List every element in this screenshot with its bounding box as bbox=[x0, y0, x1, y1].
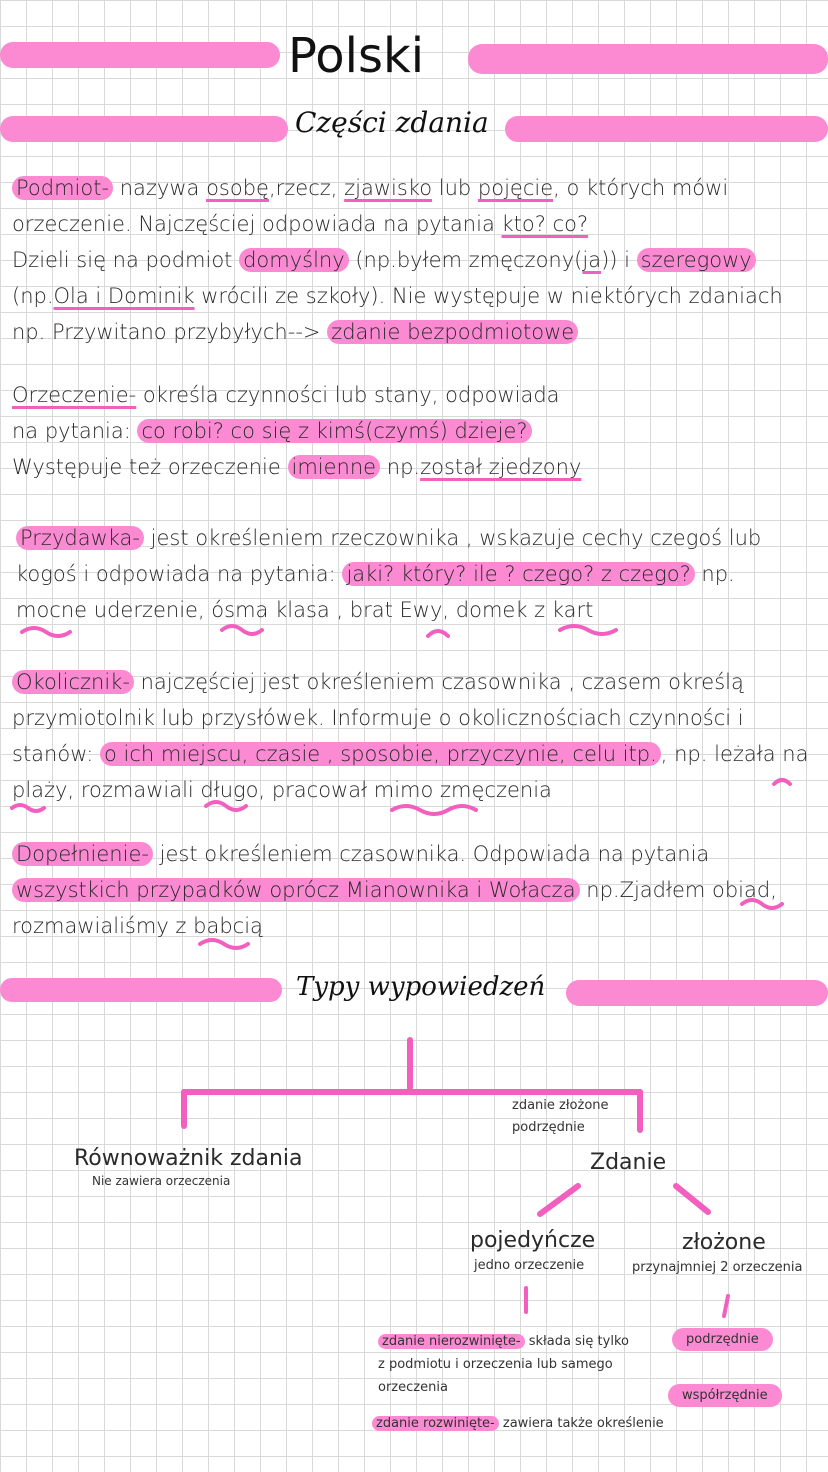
podmiot-term: Podmiot- bbox=[12, 176, 113, 200]
page-title: Polski bbox=[288, 28, 425, 84]
orzeczenie-term: Orzeczenie- bbox=[12, 383, 137, 407]
zdanie-label: Zdanie bbox=[590, 1150, 667, 1175]
rownowaznik-label: Równoważnik zdania bbox=[74, 1146, 303, 1171]
okolicznik-line-1: Okolicznik- najczęściej jest określeniem czasownika , czasem określą bbox=[12, 664, 818, 700]
okolicznik-line-2: przymiotolnik lub przysłówek. Informuje o okolicznościach czynności i bbox=[12, 706, 744, 730]
nierozwiniete-term: zdanie nierozwinięte- bbox=[378, 1334, 525, 1349]
wspolrzednie-badge: współrzędnie bbox=[668, 1384, 782, 1407]
pojedyncze-note: jedno orzeczenie bbox=[474, 1258, 585, 1273]
okolicznik-term: Okolicznik- bbox=[12, 670, 134, 694]
rozwiniete-term: zdanie rozwinięte- bbox=[372, 1416, 499, 1431]
podmiot-line-1: Podmiot- nazywa osobę,rzecz, zjawisko lub pojęcie, o których mówi bbox=[12, 170, 818, 206]
zlozone-podrzednie-note-1: zdanie złożone bbox=[512, 1098, 609, 1113]
podmiot-line-5: np. Przywitano przybyłych--> zdanie bezpodmiotowe bbox=[12, 314, 818, 350]
przydawka-term: Przydawka- bbox=[16, 526, 144, 550]
podmiot-line-4: (np.Ola i Dominik wrócili ze szkoły). Nie występuje w niektórych zdaniach bbox=[12, 284, 783, 308]
podmiot-line-2: orzeczenie. Najczęściej odpowiada na pytania kto? co? bbox=[12, 212, 589, 236]
diagram-title: Typy wypowiedzeń bbox=[296, 972, 546, 1002]
dopelnienie-term: Dopełnienie- bbox=[12, 842, 153, 866]
page-subtitle: Części zdania bbox=[295, 106, 489, 139]
przydawka-line-3: mocne uderzenie, ósma klasa , brat Ewy, domek z kart bbox=[16, 598, 594, 622]
orzeczenie-line-3: Występuje też orzeczenie imienne np.został zjedzony bbox=[12, 455, 582, 479]
orzeczenie-line-1: Orzeczenie- określa czynności lub stany, odpowiada bbox=[12, 383, 560, 407]
podrzednie-badge: podrzędnie bbox=[672, 1328, 773, 1351]
okolicznik-line-3: stanów: o ich miejscu, czasie , sposobie, przyczynie, celu itp. , np. leżała na bbox=[12, 742, 809, 766]
nierozwiniete-block: zdanie nierozwinięte- składa się tylko z podmiotu i orzeczenia lub samego orzeczenia bbox=[378, 1334, 629, 1395]
dopelnienie-line-2: wszystkich przypadków oprócz Mianownika i Wołacza np.Zjadłem obiad, bbox=[12, 872, 818, 908]
dopelnienie-line-3: rozmawialiśmy z babcią bbox=[12, 914, 263, 938]
orzeczenie-line-2: na pytania: co robi? co się z kimś(czymś) dzieje? bbox=[12, 413, 818, 449]
zlozone-note: przynajmniej 2 orzeczenia bbox=[632, 1260, 803, 1275]
przydawka-line-2: kogoś i odpowiada na pytania: jaki? który? ile ? czego? z czego? np. bbox=[16, 562, 735, 586]
rownowaznik-note: Nie zawiera orzeczenia bbox=[92, 1174, 231, 1188]
zlozone-label: złożone bbox=[682, 1230, 766, 1255]
pojedyncze-label: pojedyńcze bbox=[470, 1228, 596, 1253]
zlozone-podrzednie-note-2: podrzędnie bbox=[512, 1120, 585, 1135]
okolicznik-line-4: plaży, rozmawiali długo, pracował mimo zmęczenia bbox=[12, 778, 552, 802]
podmiot-line-3: Dzieli się na podmiot domyślny (np.byłem zmęczony(ja)) i szeregowy bbox=[12, 242, 818, 278]
diagram-bar-left bbox=[0, 978, 282, 1002]
dopelnienie-line-1: Dopełnienie- jest określeniem czasownika. Odpowiada na pytania bbox=[12, 836, 818, 872]
rozwiniete-block: zdanie rozwinięte- zawiera także określenie bbox=[372, 1416, 664, 1431]
przydawka-line-1: Przydawka- jest określeniem rzeczownika , wskazuje cechy czegoś lub bbox=[16, 520, 822, 556]
